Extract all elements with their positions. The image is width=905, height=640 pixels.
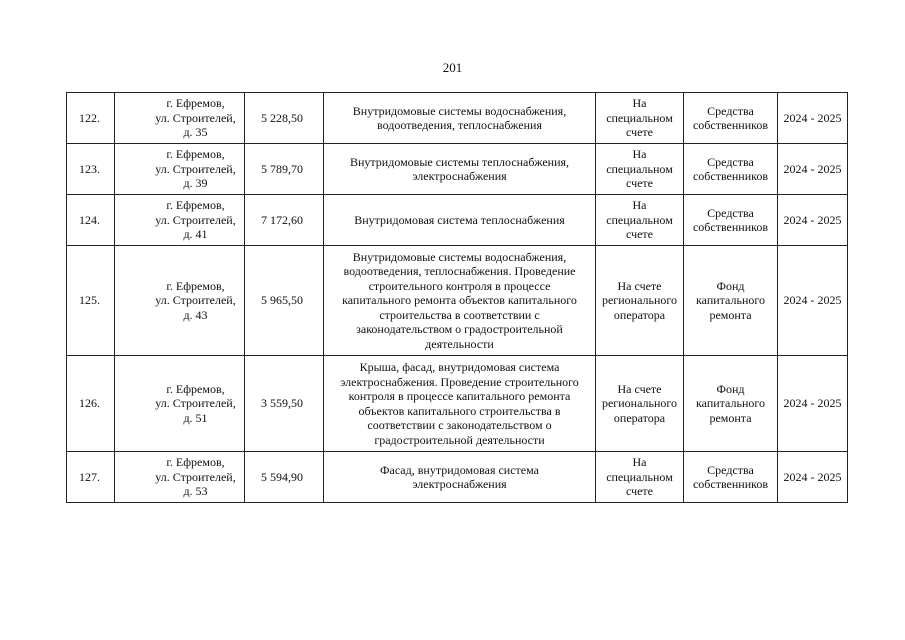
- row-number: 125.: [67, 246, 115, 356]
- table-row: [67, 452, 848, 503]
- page-number: 201: [442, 60, 463, 75]
- amount-cell: 5 228,50: [245, 93, 324, 144]
- row-number: 127.: [67, 452, 115, 503]
- address-cell: г. Ефремов, ул. Строителей, д. 53: [115, 452, 245, 503]
- funding-cell: Средства собственников: [684, 144, 778, 195]
- address-cell: г. Ефремов, ул. Строителей, д. 35: [115, 93, 245, 144]
- works-cell: Фасад, внутридомовая система электроснабжения: [324, 452, 596, 503]
- works-cell: Внутридомовые системы теплоснабжения, электроснабжения: [324, 144, 596, 195]
- works-cell: Внутридомовые системы водоснабжения, водоотведения, теплоснабжения: [324, 93, 596, 144]
- address-cell: г. Ефремов, ул. Строителей, д. 51: [115, 356, 245, 452]
- funding-cell: Фонд капитального ремонта: [684, 356, 778, 452]
- amount-cell: 5 965,50: [245, 246, 324, 356]
- works-cell: Внутридомовая система теплоснабжения: [324, 195, 596, 246]
- row-number: 124.: [67, 195, 115, 246]
- account-cell: На счете регионального оператора: [596, 356, 684, 452]
- row-number: 126.: [67, 356, 115, 452]
- amount-cell: 3 559,50: [245, 356, 324, 452]
- funding-cell: Средства собственников: [684, 93, 778, 144]
- account-cell: На специальном счете: [596, 195, 684, 246]
- amount-cell: 7 172,60: [245, 195, 324, 246]
- capital-repair-table: [66, 92, 848, 503]
- funding-cell: Средства собственников: [684, 195, 778, 246]
- term-cell: 2024 - 2025: [778, 356, 848, 452]
- term-cell: 2024 - 2025: [778, 195, 848, 246]
- works-cell: Крыша, фасад, внутридомовая система электроснабжения. Проведение строительного контроля в процессе капитального ремонта объектов капитального строительства в соответствии с законодательством о градостроительной деятельности: [324, 356, 596, 452]
- table-row: [67, 144, 848, 195]
- table-row: [67, 246, 848, 356]
- address-cell: г. Ефремов, ул. Строителей, д. 41: [115, 195, 245, 246]
- term-cell: 2024 - 2025: [778, 246, 848, 356]
- address-cell: г. Ефремов, ул. Строителей, д. 43: [115, 246, 245, 356]
- account-cell: На специальном счете: [596, 93, 684, 144]
- funding-cell: Средства собственников: [684, 452, 778, 503]
- address-cell: г. Ефремов, ул. Строителей, д. 39: [115, 144, 245, 195]
- table-row: [67, 195, 848, 246]
- account-cell: На специальном счете: [596, 452, 684, 503]
- account-cell: На специальном счете: [596, 144, 684, 195]
- works-cell: Внутридомовые системы водоснабжения, водоотведения, теплоснабжения. Проведение строительного контроля в процессе капитального ремонта объектов капитального строительства в соответствии с законодательством о градостроительной деятельности: [324, 246, 596, 356]
- row-number: 122.: [67, 93, 115, 144]
- term-cell: 2024 - 2025: [778, 93, 848, 144]
- table-row: [67, 356, 848, 452]
- row-number: 123.: [67, 144, 115, 195]
- term-cell: 2024 - 2025: [778, 144, 848, 195]
- account-cell: На счете регионального оператора: [596, 246, 684, 356]
- table-row: [67, 93, 848, 144]
- term-cell: 2024 - 2025: [778, 452, 848, 503]
- amount-cell: 5 789,70: [245, 144, 324, 195]
- amount-cell: 5 594,90: [245, 452, 324, 503]
- funding-cell: Фонд капитального ремонта: [684, 246, 778, 356]
